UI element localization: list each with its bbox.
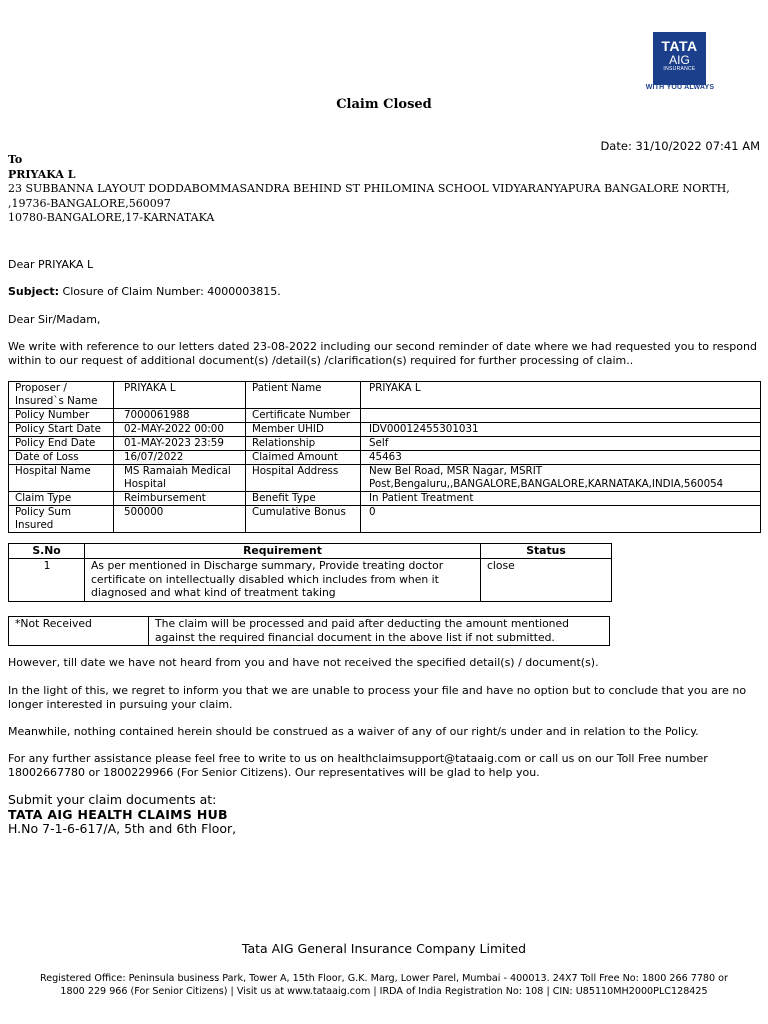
paragraph-assistance: For any further assistance please feel free to write to us on healthclaimsupport@tataaig.com or call us on our Toll Free number 18002667780 or 1800229966 (For Senior Citizens). Our representatives will be glad to help you. [8, 752, 708, 779]
logo-tagline: WITH YOU ALWAYS [645, 84, 715, 91]
paragraph-waiver: Meanwhile, nothing contained herein should be construed as a waiver of any of our right/s under and in relation to the Policy. [8, 725, 699, 738]
subject-line [8, 285, 760, 299]
recipient-address [8, 153, 730, 226]
detail-label: Claimed Amount [246, 451, 361, 465]
footer-reg-line-1: Registered Office: Peninsula business Park, Tower A, 15th Floor, G.K. Marg, Lower Parel, Mumbai - 400013. 24X7 Toll Free No: 1800 266 7780 or [39, 973, 728, 984]
detail-value: Reimbursement [114, 492, 246, 506]
detail-label: Certificate Number [246, 409, 361, 423]
footer-registration [0, 972, 768, 998]
table-row [9, 423, 761, 437]
submit-address-block [8, 793, 236, 837]
table-row [9, 559, 612, 602]
detail-label: Policy Start Date [9, 423, 114, 437]
tata-aig-logo [653, 32, 706, 85]
table-row [9, 617, 610, 646]
requirement-status: close [481, 559, 612, 602]
detail-value: 500000 [114, 506, 246, 533]
detail-label: Claim Type [9, 492, 114, 506]
logo-line-2: AIG [669, 53, 690, 67]
table-row [9, 451, 761, 465]
column-header-status: Status [481, 544, 612, 559]
table-row [9, 506, 761, 533]
submit-line-1: Submit your claim documents at: [8, 792, 217, 807]
detail-value: PRIYAKA L [114, 382, 246, 409]
footer-reg-line-2: 1800 229 966 (For Senior Citizens) | Visit us at www.tataaig.com | IRDA of India Registration No: 108 | CIN: U85110MH2000PLC128425 [60, 986, 708, 997]
detail-label: Date of Loss [9, 451, 114, 465]
logo-line-3: INSURANCE [663, 66, 696, 72]
column-header-sno: S.No [9, 544, 85, 559]
address-line-2: ,19736-BANGALORE,560097 [8, 196, 171, 210]
table-row [9, 409, 761, 423]
requirement-sno: 1 [9, 559, 85, 602]
detail-label: Benefit Type [246, 492, 361, 506]
detail-value: MS Ramaiah Medical Hospital [114, 465, 246, 492]
detail-label: Cumulative Bonus [246, 506, 361, 533]
detail-label: Proposer / Insured`s Name [9, 382, 114, 409]
table-row [9, 382, 761, 409]
address-line-3: 10780-BANGALORE,17-KARNATAKA [8, 211, 215, 224]
detail-value [361, 409, 761, 423]
intro-paragraph: We write with reference to our letters dated 23-08-2022 including our second reminder of date where we had requested you to respond within to our request of additional document(s) /detail(s) /clarification(s) required for further processing of claim.. [8, 340, 757, 367]
paragraph-no-response: However, till date we have not heard from you and have not received the specified detail(s) / document(s). [8, 656, 599, 669]
table-row [9, 437, 761, 451]
detail-value: New Bel Road, MSR Nagar, MSRIT Post,Bengaluru,,BANGALORE,BANGALORE,KARNATAKA,INDIA,560054 [361, 465, 761, 492]
detail-label: Policy End Date [9, 437, 114, 451]
not-received-text: The claim will be processed and paid after deducting the amount mentioned against the required financial document in the above list if not submitted. [149, 617, 610, 646]
page-title: Claim Closed [336, 97, 432, 112]
paragraph-closure: In the light of this, we regret to inform you that we are unable to process your file and have no option but to conclude that you are no longer interested in pursuing your claim. [8, 684, 747, 711]
table-row [9, 465, 761, 492]
greeting: Dear PRIYAKA L [8, 258, 94, 271]
address-line-1: 23 SUBBANNA LAYOUT DODDABOMMASANDRA BEHIND ST PHILOMINA SCHOOL VIDYARANYAPURA BANGALORE NORTH, [8, 182, 730, 195]
detail-value: IDV00012455301031 [361, 423, 761, 437]
not-received-note [8, 616, 610, 646]
detail-label: Patient Name [246, 382, 361, 409]
detail-label: Member UHID [246, 423, 361, 437]
detail-value: In Patient Treatment [361, 492, 761, 506]
policy-details-table [8, 381, 761, 533]
footer-company-name: Tata AIG General Insurance Company Limited [241, 941, 527, 956]
detail-value: 02-MAY-2022 00:00 [114, 423, 246, 437]
requirement-text: As per mentioned in Discharge summary, Provide treating doctor certificate on intellectually disabled which includes from when it diagnosed and what kind of treatment taking [85, 559, 481, 602]
requirements-table [8, 543, 612, 602]
detail-value: 45463 [361, 451, 761, 465]
table-row [9, 492, 761, 506]
column-header-requirement: Requirement [85, 544, 481, 559]
salutation: Dear Sir/Madam, [8, 313, 101, 326]
letter-date: Date: 31/10/2022 07:41 AM [600, 139, 760, 153]
detail-label: Hospital Name [9, 465, 114, 492]
logo-line-1: TATA [661, 38, 698, 54]
detail-value: 0 [361, 506, 761, 533]
subject-label: Subject: [8, 285, 60, 298]
recipient-name: PRIYAKA L [8, 167, 76, 181]
address-to: To [8, 153, 23, 166]
detail-label: Policy Sum Insured [9, 506, 114, 533]
detail-value: 7000061988 [114, 409, 246, 423]
subject-text: Closure of Claim Number: 4000003815. [59, 285, 281, 298]
detail-label: Hospital Address [246, 465, 361, 492]
not-received-label: *Not Received [9, 617, 149, 646]
detail-label: Policy Number [9, 409, 114, 423]
detail-value: PRIYAKA L [361, 382, 761, 409]
claims-hub-name: TATA AIG HEALTH CLAIMS HUB [8, 806, 228, 822]
detail-value: Self [361, 437, 761, 451]
detail-label: Relationship [246, 437, 361, 451]
detail-value: 16/07/2022 [114, 451, 246, 465]
detail-value: 01-MAY-2023 23:59 [114, 437, 246, 451]
submit-line-3: H.No 7-1-6-617/A, 5th and 6th Floor, [8, 821, 237, 836]
